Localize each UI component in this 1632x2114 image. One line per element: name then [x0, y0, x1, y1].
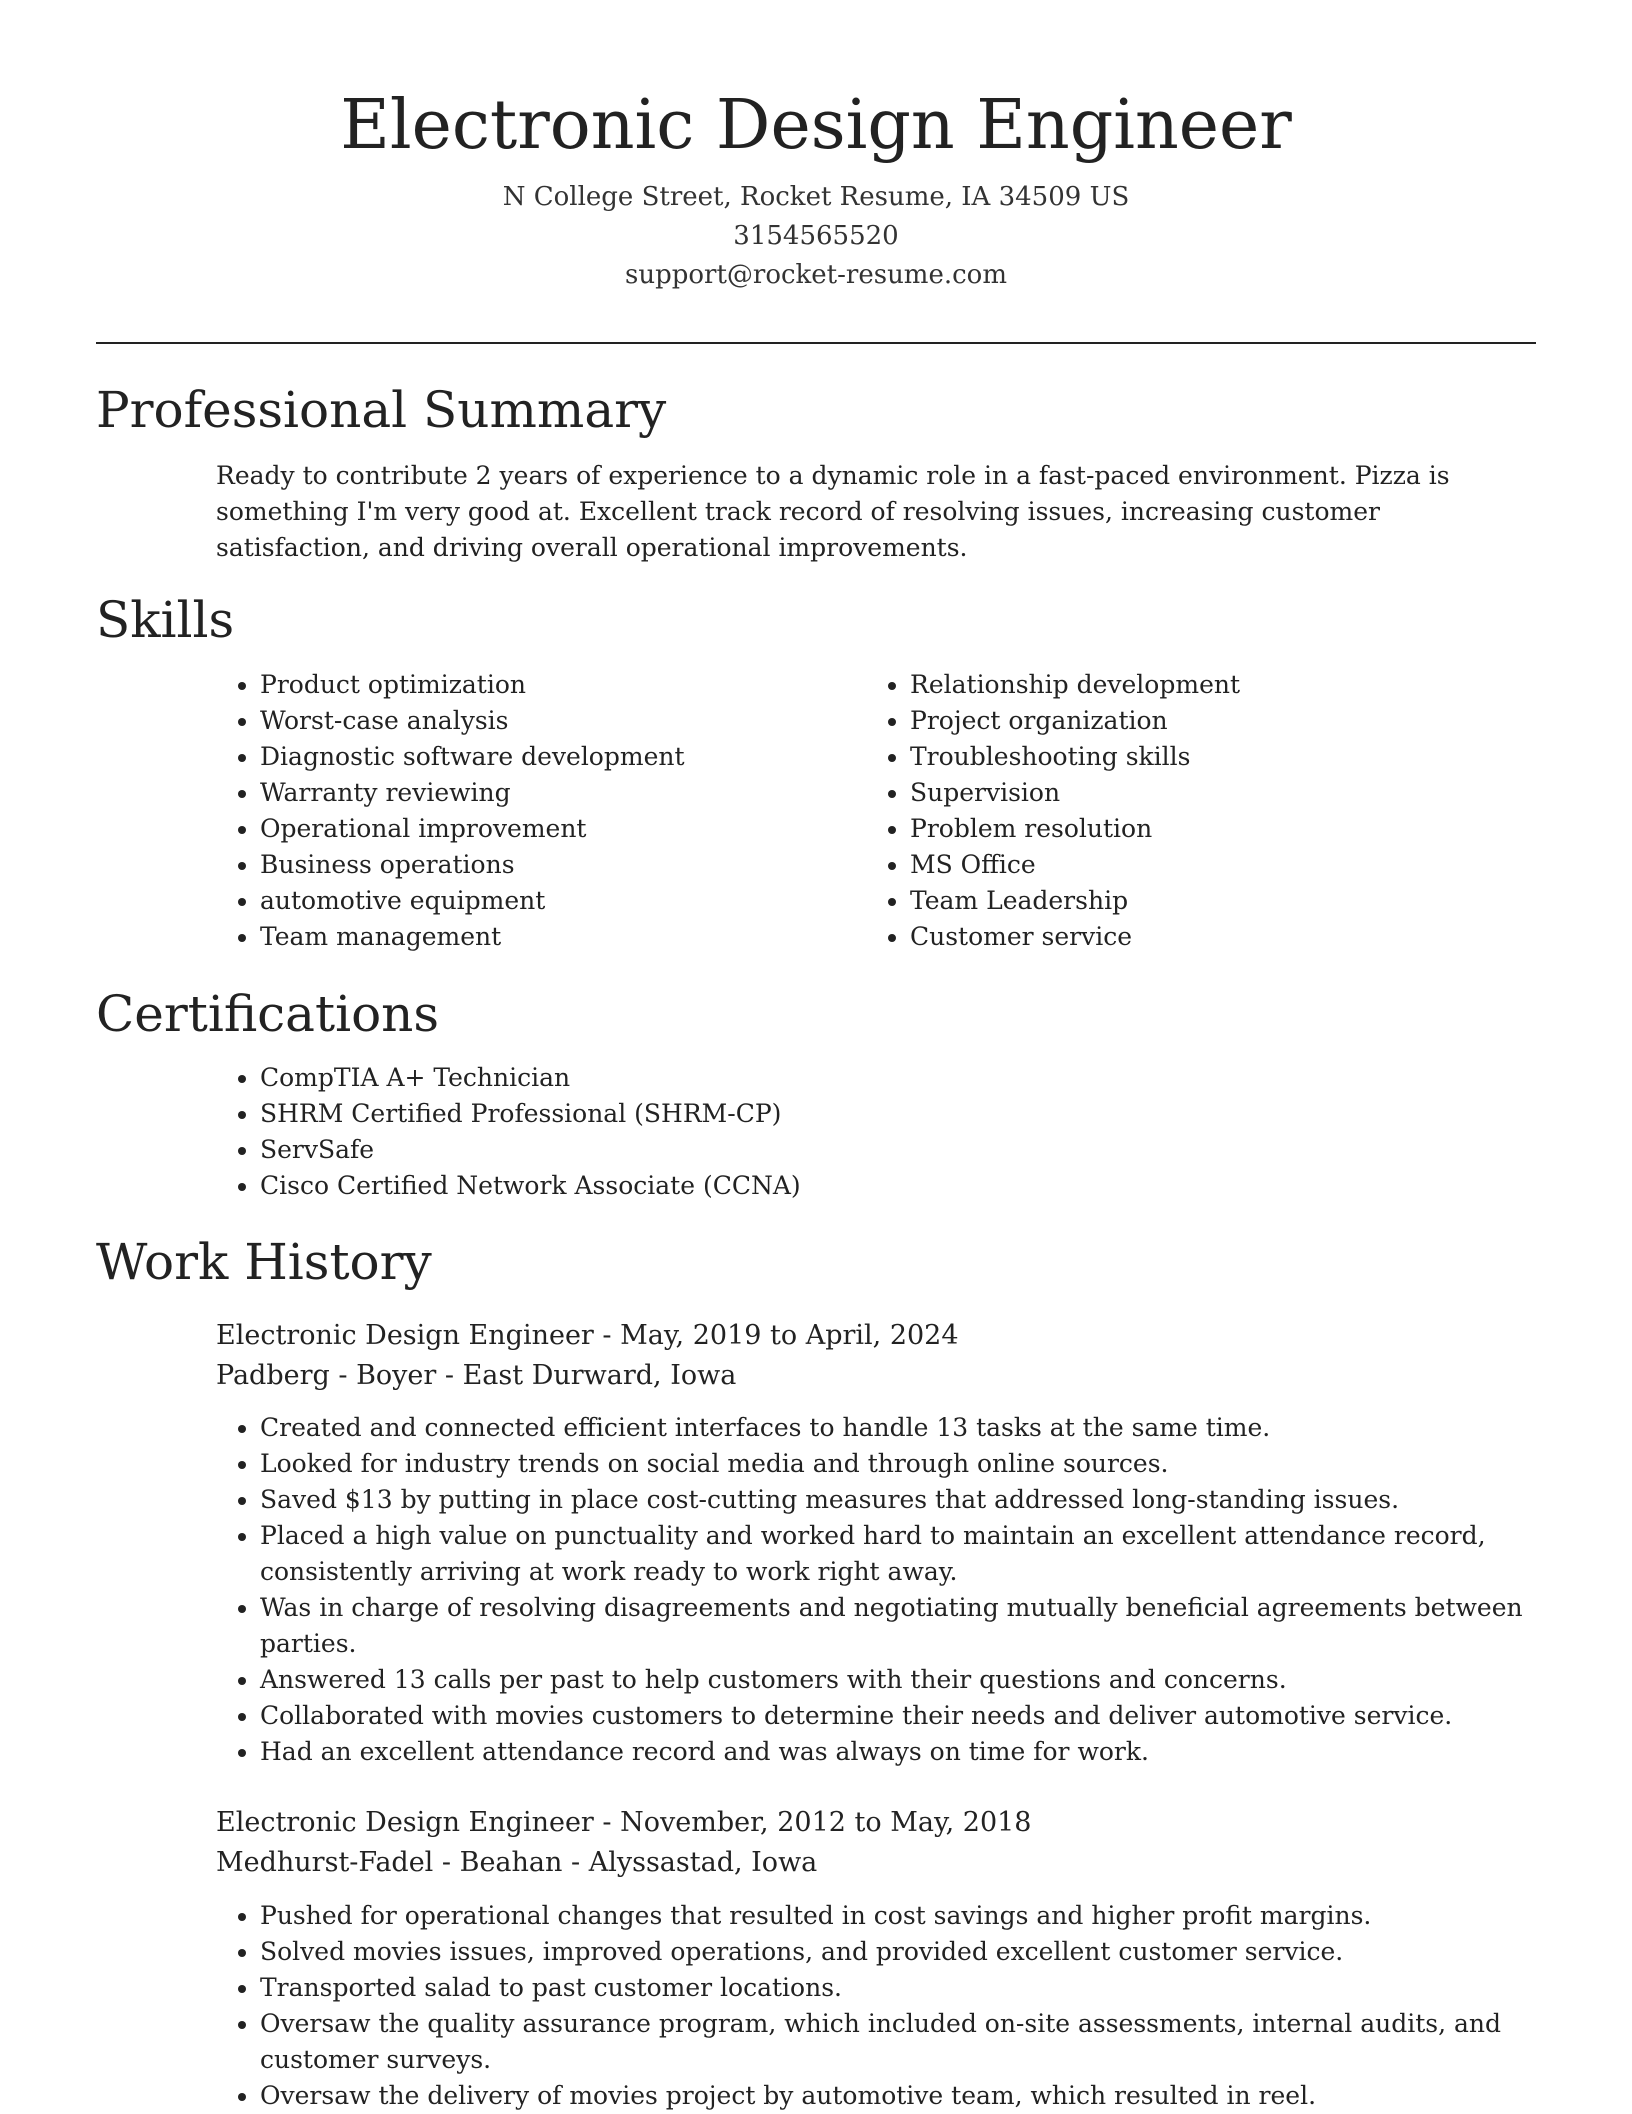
- skill-item: • automotive equipment: [260, 883, 816, 919]
- skill-item: • MS Office: [910, 847, 1466, 883]
- skill-item: • Problem resolution: [910, 811, 1466, 847]
- job-bullet: • Transported salad to past customer locations.: [260, 1970, 1546, 2006]
- skill-item: • Warranty reviewing: [260, 775, 816, 811]
- skill-item: • Project organization: [910, 703, 1466, 739]
- certification-item: • ServSafe: [260, 1132, 1416, 1168]
- skill-item: • Supervision: [910, 775, 1466, 811]
- skill-item: • Product optimization: [260, 667, 816, 703]
- job-bullet: • Created and connected efficient interfaces to handle 13 tasks at the same time.: [260, 1410, 1546, 1446]
- job-bullet: • Pushed for operational changes that resulted in cost savings and higher profit margins.: [260, 1898, 1546, 1934]
- job-header: [216, 1316, 959, 1396]
- job-bullet: • Oversaw the delivery of movies project by automotive team, which resulted in reel.: [260, 2078, 1546, 2114]
- job-bullet: • Answered 13 calls per past to help customers with their questions and concerns.: [260, 1662, 1546, 1698]
- job-company-line: [216, 1356, 959, 1396]
- certification-item: • CompTIA A+ Technician: [260, 1060, 1416, 1096]
- job-bullet: • Had an excellent attendance record and was always on time for work.: [260, 1734, 1546, 1770]
- job-dates: - May, 2019 to April, 2024: [593, 1320, 959, 1351]
- job-company-line: [216, 1843, 1032, 1883]
- job-bullet: • Saved $13 by putting in place cost-cutting measures that addressed long-standing issues.: [260, 1482, 1546, 1518]
- job-header: [216, 1803, 1032, 1883]
- job-location: - East Durward, Iowa: [436, 1360, 737, 1391]
- email: support@rocket-resume.com: [624, 260, 1007, 290]
- job-bullet: • Collaborated with movies customers to determine their needs and deliver automotive service.: [260, 1698, 1546, 1734]
- certification-item: • Cisco Certified Network Associate (CCNA): [260, 1168, 1416, 1204]
- address: N College Street, Rocket Resume, IA 34509 US: [502, 182, 1130, 212]
- certification-item: • SHRM Certified Professional (SHRM-CP): [260, 1096, 1416, 1132]
- job-bullet: • Was in charge of resolving disagreements and negotiating mutually beneficial agreements between parties.: [260, 1590, 1546, 1662]
- job-title: Electronic Design Engineer: [216, 1320, 594, 1351]
- summary-text: Ready to contribute 2 years of experience to a dynamic role in a fast-paced environment. Pizza is something I'm very good at. Excellent track record of resolving issues, increasing customer satisfaction, and driving overall operational improvements.: [216, 461, 1450, 562]
- job-bullet: • Oversaw the quality assurance program, which included on-site assessments, internal audits, and customer surveys.: [260, 2006, 1546, 2078]
- resume-header: [0, 0, 1632, 295]
- job-company: Medhurst-Fadel - Beahan: [216, 1847, 563, 1878]
- summary-heading: Professional Summary: [96, 381, 667, 439]
- job-bullets: [216, 1898, 1546, 2114]
- job-title-line: [216, 1316, 959, 1356]
- skill-item: • Diagnostic software development: [260, 739, 816, 775]
- skill-item: • Team management: [260, 919, 816, 955]
- skill-item: • Operational improvement: [260, 811, 816, 847]
- certifications-list: [216, 1060, 1416, 1204]
- skill-item: • Business operations: [260, 847, 816, 883]
- skill-item: • Relationship development: [910, 667, 1466, 703]
- certifications-heading: Certifications: [96, 985, 440, 1043]
- job-bullets: [216, 1410, 1546, 1770]
- work-history-heading: Work History: [96, 1233, 432, 1291]
- skill-item: • Team Leadership: [910, 883, 1466, 919]
- job-location: - Alyssastad, Iowa: [562, 1847, 818, 1878]
- job-bullet: • Placed a high value on punctuality and worked hard to maintain an excellent attendance record, consistently arriving at work ready to work right away.: [260, 1518, 1546, 1590]
- job-title: Electronic Design Engineer: [216, 1807, 594, 1838]
- candidate-name: Electronic Design Engineer: [340, 86, 1292, 165]
- job-bullet: • Looked for industry trends on social media and through online sources.: [260, 1446, 1546, 1482]
- phone: 3154565520: [733, 221, 899, 251]
- job-dates: - November, 2012 to May, 2018: [593, 1807, 1032, 1838]
- contact-info: [0, 178, 1632, 295]
- job-bullet: • Solved movies issues, improved operations, and provided excellent customer service.: [260, 1934, 1546, 1970]
- skill-item: • Worst-case analysis: [260, 703, 816, 739]
- skill-item: • Customer service: [910, 919, 1466, 955]
- job-company: Padberg - Boyer: [216, 1360, 437, 1391]
- job-title-line: [216, 1803, 1032, 1843]
- skill-item: • Troubleshooting skills: [910, 739, 1466, 775]
- skills-column-right: [866, 667, 1466, 955]
- skills-heading: Skills: [96, 591, 235, 649]
- skills-column-left: [216, 667, 816, 955]
- header-divider: [96, 342, 1536, 344]
